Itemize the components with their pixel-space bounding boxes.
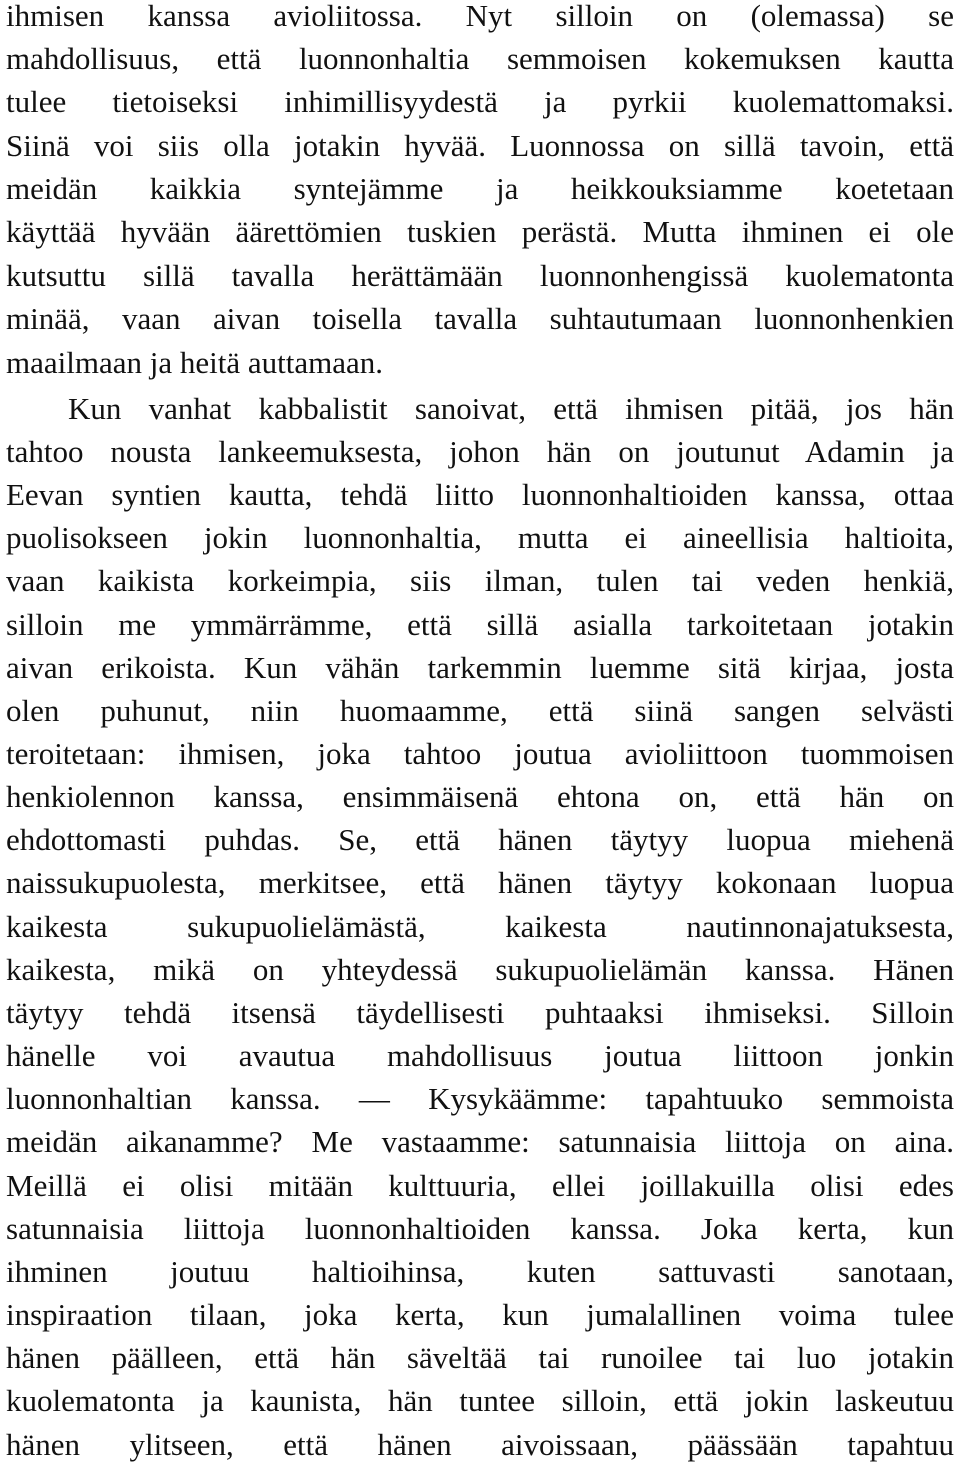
text-line: Kun vanhat kabbalistit sanoivat, että ihmisen pitää, jos hän (68, 391, 954, 426)
text-line: inspiraation tilaan, joka kerta, kun jumalallinen voima tulee (6, 1297, 954, 1332)
text-line: satunnaisia liittoja luonnonhaltioiden kanssa. Joka kerta, kun (6, 1211, 954, 1246)
text-line: vaan kaikista korkeimpia, siis ilman, tulen tai veden henkiä, (6, 563, 954, 598)
text-line: Siinä voi siis olla jotakin hyvää. Luonnossa on sillä tavoin, että (6, 128, 954, 163)
text-line: Eevan syntien kautta, tehdä liitto luonnonhaltioiden kanssa, ottaa (6, 477, 954, 512)
text-line: kaikesta, mikä on yhteydessä sukupuolielämän kanssa. Hänen (6, 952, 954, 987)
text-line: tahtoo nousta lankeemuksesta, johon hän on joutunut Adamin ja (6, 434, 954, 469)
text-line: olen puhunut, niin huomaamme, että siinä sangen selvästi (6, 693, 954, 728)
text-line: kutsuttu sillä tavalla herättämään luonnonhengissä kuolematonta (6, 258, 954, 293)
text-line: meidän aikanamme? Me vastaamme: satunnaisia liittoja on aina. (6, 1124, 954, 1159)
text-line: käyttää hyvään äärettömien tuskien perästä. Mutta ihminen ei ole (6, 214, 954, 249)
text-line: täytyy tehdä itsensä täydellisesti puhtaaksi ihmiseksi. Silloin (6, 995, 954, 1030)
text-line: aivan erikoista. Kun vähän tarkemmin luemme sitä kirjaa, josta (6, 650, 954, 685)
text-line: henkiolennon kanssa, ensimmäisenä ehtona on, että hän on (6, 779, 954, 814)
text-line: silloin me ymmärrämme, että sillä asialla tarkoitetaan jotakin (6, 607, 954, 642)
text-line: puolisokseen jokin luonnonhaltia, mutta ei aineellisia haltioita, (6, 520, 954, 555)
text-line: ihmisen kanssa avioliitossa. Nyt silloin on (olemassa) se (6, 0, 954, 33)
text-line: luonnonhaltian kanssa. — Kysykäämme: tapahtuuko semmoista (6, 1081, 954, 1116)
text-line: maailmaan ja heitä auttamaan. (6, 345, 383, 380)
text-line: Meillä ei olisi mitään kulttuuria, ellei joillakuilla olisi edes (6, 1168, 954, 1203)
text-line: ihminen joutuu haltioihinsa, kuten sattuvasti sanotaan, (6, 1254, 954, 1289)
text-line: hänelle voi avautua mahdollisuus joutua liittoon jonkin (6, 1038, 954, 1073)
text-line: hänen ylitseen, että hänen aivoissaan, päässään tapahtuu (6, 1427, 954, 1462)
text-line: tulee tietoiseksi inhimillisyydestä ja pyrkii kuolemattomaksi. (6, 84, 954, 119)
text-line: ehdottomasti puhdas. Se, että hänen täytyy luopua miehenä (6, 822, 954, 857)
text-line: kuolematonta ja kaunista, hän tuntee silloin, että jokin laskeutuu (6, 1383, 954, 1418)
text-line: minää, vaan aivan toisella tavalla suhtautumaan luonnonhenkien (6, 301, 954, 336)
text-line: teroitetaan: ihmisen, joka tahtoo joutua avioliittoon tuommoisen (6, 736, 954, 771)
text-line: meidän kaikkia syntejämme ja heikkouksiamme koetetaan (6, 171, 954, 206)
text-line: hänen päälleen, että hän säveltää tai runoilee tai luo jotakin (6, 1340, 954, 1375)
text-line: naissukupuolesta, merkitsee, että hänen täytyy kokonaan luopua (6, 865, 954, 900)
text-line: kaikesta sukupuolielämästä, kaikesta nautinnonajatuksesta, (6, 909, 954, 944)
text-line: mahdollisuus, että luonnonhaltia semmoisen kokemuksen kautta (6, 41, 954, 76)
